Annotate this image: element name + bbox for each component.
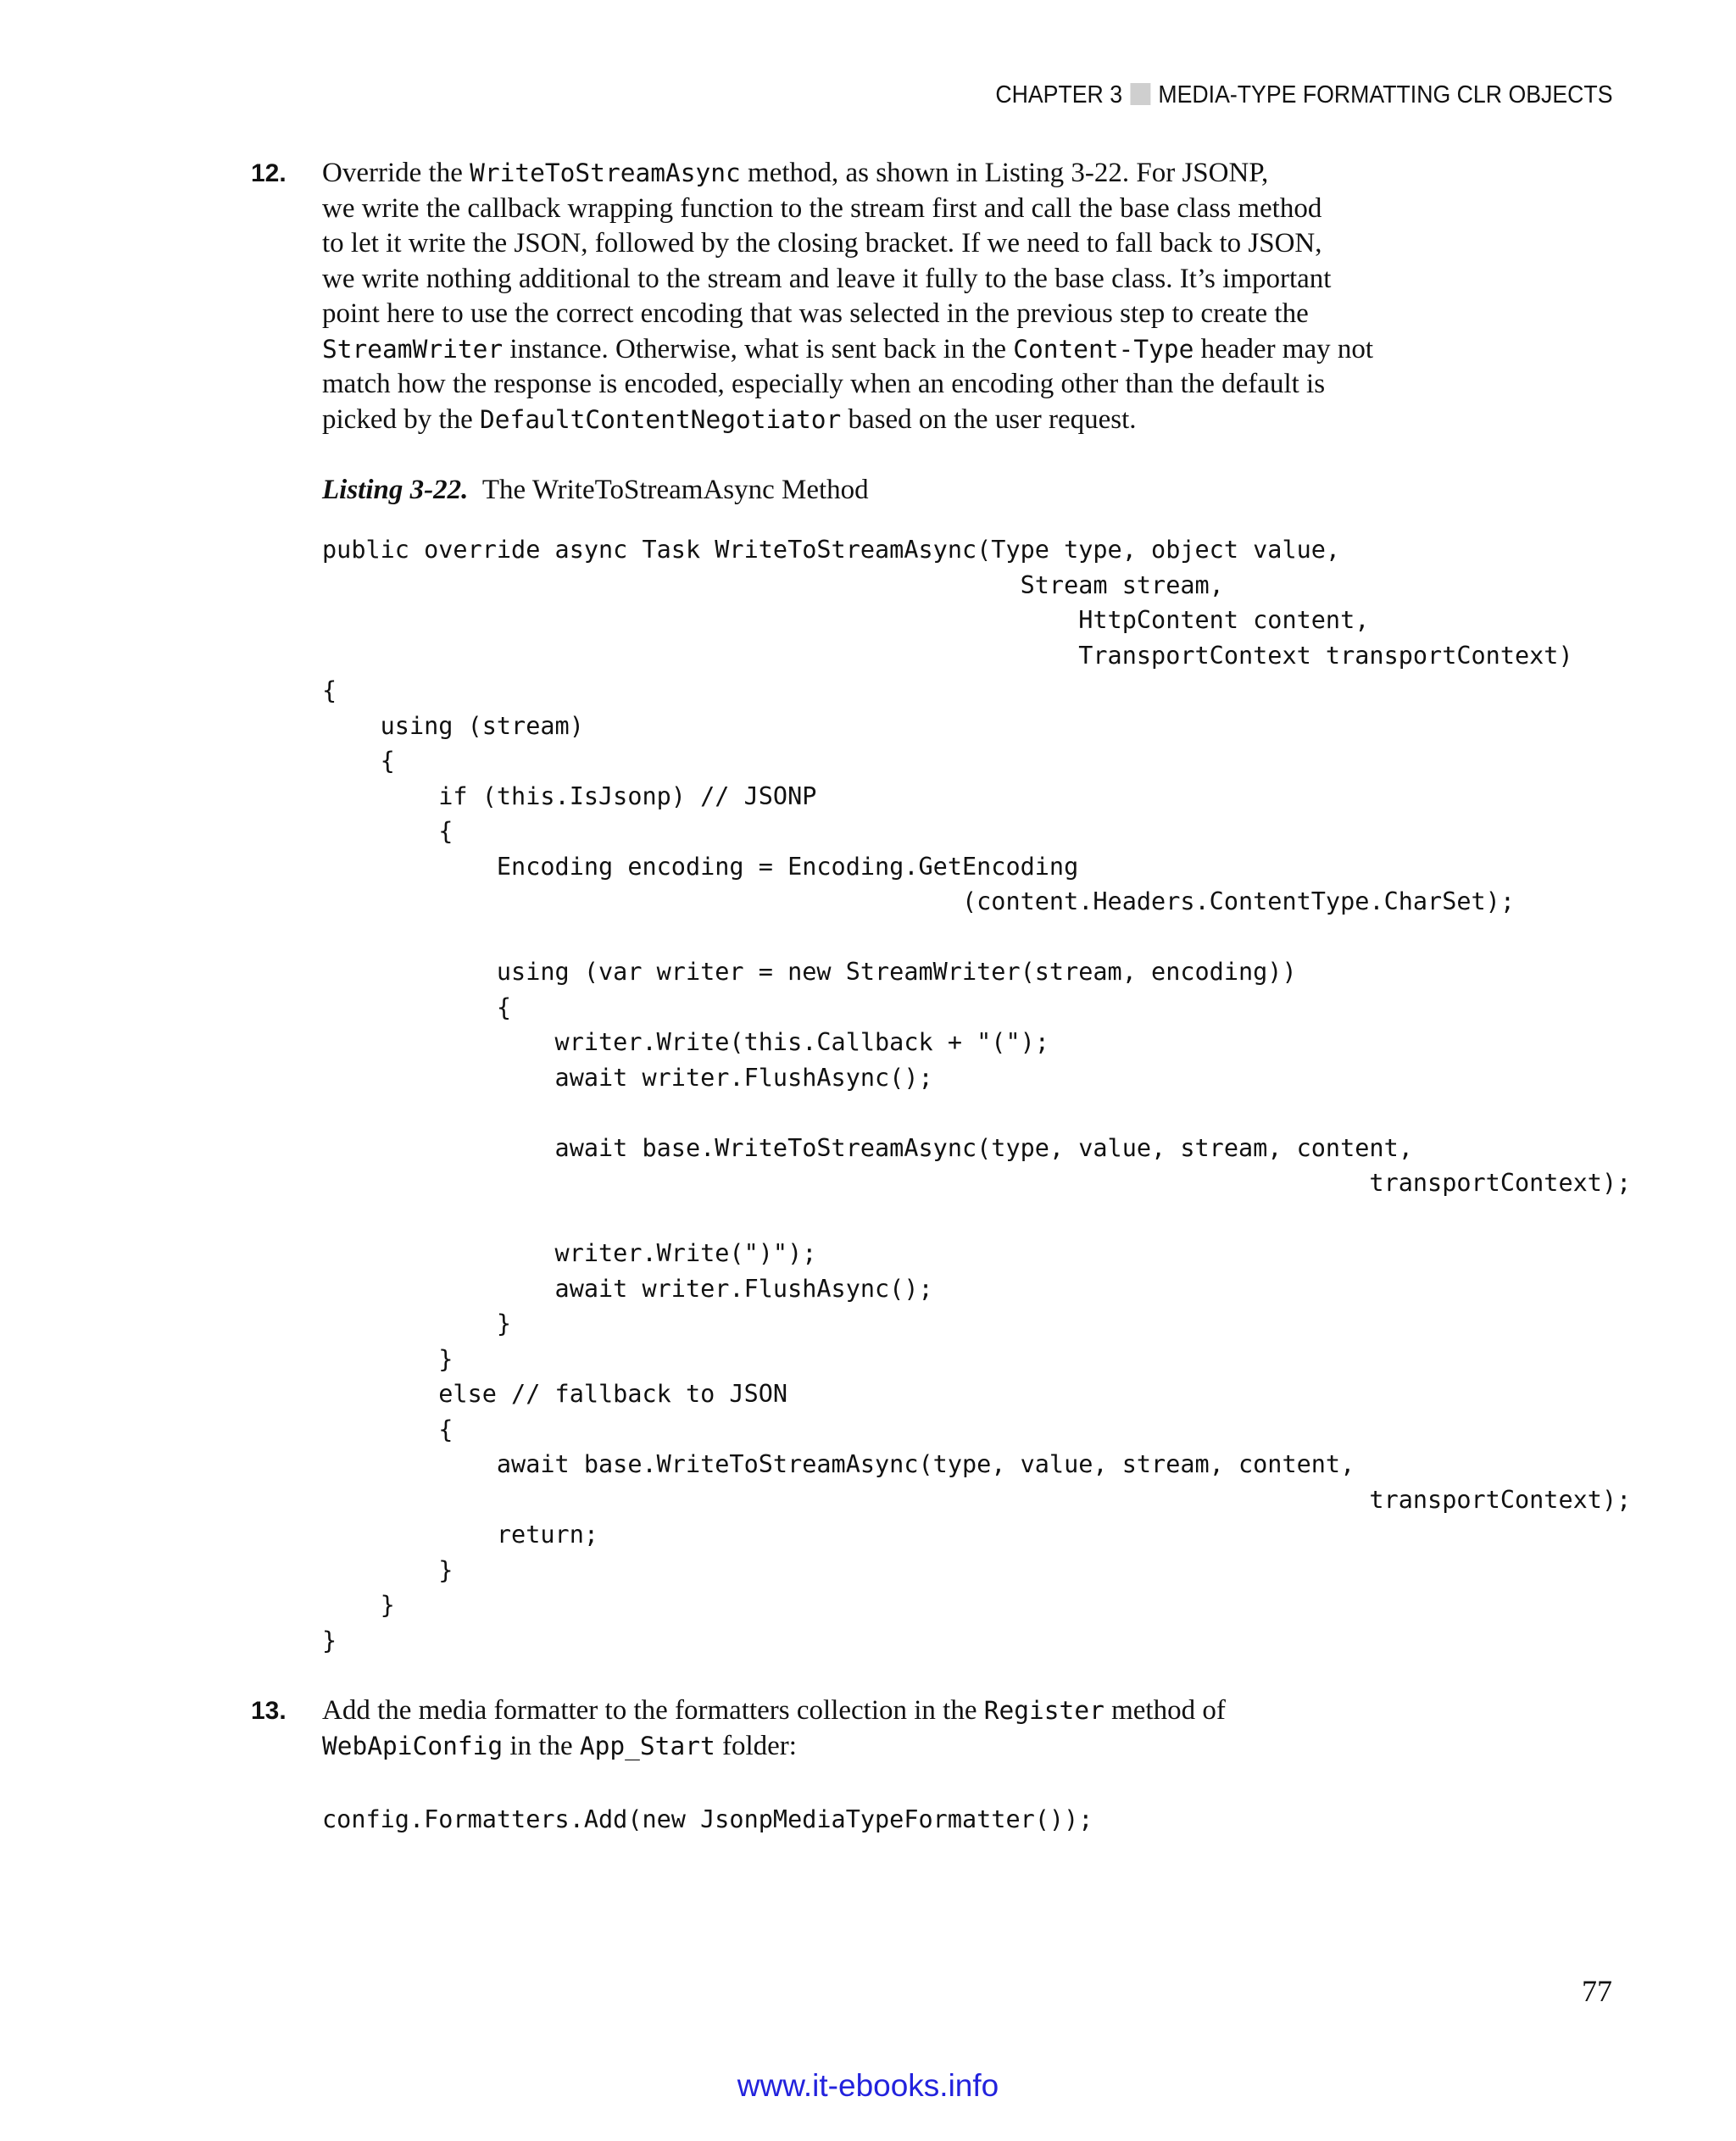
- step-12-text: Override the WriteToStreamAsync method, as shown in Listing 3-22. For JSONP, we write the callback wrapping function to the stream first and call the base class method to let it write the JSON, followed by the closing bracket. If we need to fall back to JSON, we write nothing additional to the stream and leave it fully to the base class. It’s important point here to use the correct encoding that was selected in the previous step to create the StreamWriter instance. Otherwise, what is sent back in the Content-Type header may not match how the response is encoded, especially when an encoding other than the default is picked by the DefaultContentNegotiator based on the user request.: [322, 158, 1374, 435]
- step-number: 13.: [251, 1697, 287, 1725]
- step-13-text: Add the media formatter to the formatters collection in the Register method of WebApiConfig in the App_Start folder:: [322, 1695, 1226, 1761]
- chapter-title: MEDIA-TYPE FORMATTING CLR OBJECTS: [1157, 81, 1612, 108]
- page-number: 77: [1582, 1974, 1612, 2008]
- listing-caption: [322, 475, 869, 506]
- listing-label: Listing 3-22.: [322, 475, 469, 505]
- footer-link[interactable]: www.it-ebooks.info: [737, 2068, 999, 2103]
- config-code: config.Formatters.Add(new JsonpMediaTypeFormatter());: [322, 1805, 1093, 1833]
- step-number: 12.: [251, 159, 287, 187]
- running-header: [995, 81, 1612, 109]
- header-separator: [1130, 83, 1150, 105]
- chapter-label: CHAPTER 3: [994, 81, 1122, 108]
- listing-title: The WriteToStreamAsync Method: [481, 475, 869, 505]
- code-listing: public override async Task WriteToStreamAsync(Type type, object value, Stream stream, HttpContent content, TransportContext transportContext) { using (stream) { if (this.IsJsonp) // JSONP { Encoding encoding = Encoding.GetEncoding (content.Headers.ContentType.CharSet); using (var writer = new StreamWriter(stream, encoding)) { writer.Write(this.Callback + "("); await writer.FlushAsync(); await base.WriteToStreamAsync(type, value, stream, content, transportContext); writer.Write(")"); await writer.FlushAsync(); } } else // fallback to JSON { await base.WriteToStreamAsync(type, value, stream, content, transportContext); return; } } }: [322, 536, 1632, 1654]
